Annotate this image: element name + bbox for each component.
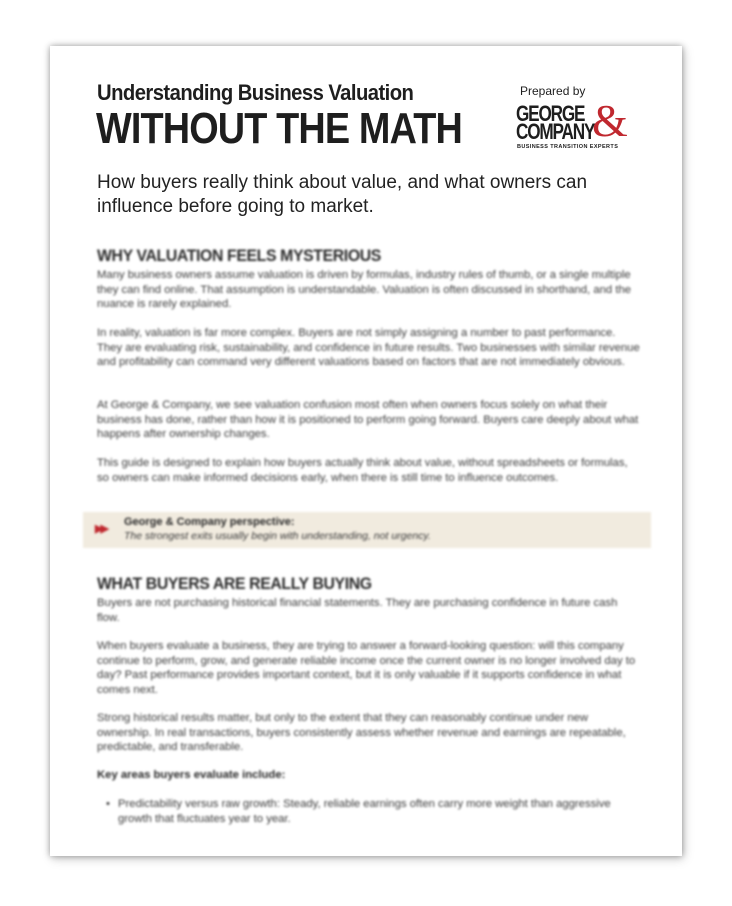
document-title: Understanding Business Valuation <box>97 80 414 105</box>
callout-title: George & Company perspective: <box>124 516 295 528</box>
bullet-icon: • <box>106 798 110 810</box>
paragraph: Buyers are not purchasing historical financial statements. They are purchasing confidence in future cash flow. <box>97 597 618 624</box>
document-page <box>50 46 682 856</box>
list-item <box>106 797 638 826</box>
paragraph: When buyers evaluate a business, they are trying to answer a forward-looking question: will this company continue to perform, grow, and generate reliable income once the current owner is no longer involved day to day? Past performance provides important context, but it is only valuable if it supports confidence in what comes next. <box>97 640 636 696</box>
callout-body: The strongest exits usually begin with understanding, not urgency. <box>124 530 431 542</box>
document-subtitle: How buyers really think about value, and what owners can influence before going to market. <box>97 172 588 217</box>
document-main-title: WITHOUT THE MATH <box>96 104 462 153</box>
bullet-text: Predictability versus raw growth: Steady, reliable earnings often carry more weight than aggressive growth that fluctuates year to year. <box>118 798 611 825</box>
logo-line-company: COMPANY <box>516 119 595 144</box>
section-heading-what-buyers-buy: WHAT BUYERS ARE REALLY BUYING <box>97 574 372 593</box>
key-areas-label: Key areas buyers evaluate include: <box>97 769 286 781</box>
double-chevron-right-icon: ▶▶ <box>95 523 106 535</box>
logo-line-george: GEORGE <box>516 101 585 126</box>
paragraph: In reality, valuation is far more complex. Buyers are not simply assigning a number to past performance. They are evaluating risk, sustainability, and confidence in future results. Two businesses with similar revenue and profitability can command very different valuations based on factors that are not immediately obvious. <box>97 327 640 368</box>
logo-ampersand: & <box>592 95 628 146</box>
paragraph: Many business owners assume valuation is driven by formulas, industry rules of thumb, or a single multiple they can find online. That assumption is understandable. Valuation is often discussed in shorthand, and the nuance is rarely explained. <box>97 269 632 310</box>
paragraph: Strong historical results matter, but only to the extent that they can reasonably continue under new ownership. In real transactions, buyers consistently assess whether revenue and earnings are repeatable, predictable, and transferable. <box>97 712 626 753</box>
paragraph: At George & Company, we see valuation confusion most often when owners focus solely on what their business has done, rather than how it is positioned to perform going forward. Buyers care deeply about what happens after ownership changes. <box>97 399 639 440</box>
section-heading-why-valuation: WHY VALUATION FEELS MYSTERIOUS <box>97 246 381 265</box>
perspective-callout <box>83 512 651 548</box>
logo-tagline: BUSINESS TRANSITION EXPERTS <box>517 144 619 150</box>
george-company-logo <box>516 95 646 156</box>
paragraph: This guide is designed to explain how buyers actually think about value, without spreadsheets or formulas, so owners can make informed decisions early, when there is still time to influence outcomes. <box>97 457 628 484</box>
prepared-by-label: Prepared by <box>520 84 586 98</box>
